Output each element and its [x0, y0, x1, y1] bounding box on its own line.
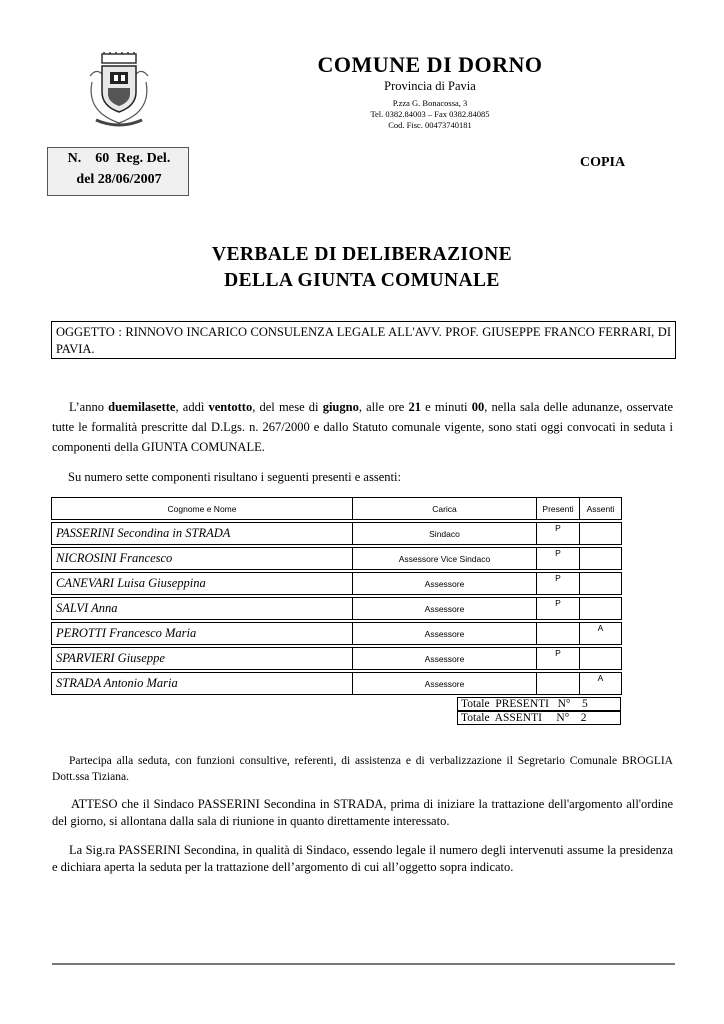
table-row: SPARVIERI Giuseppe Assessore P [52, 648, 622, 670]
intro-hour: 21 [408, 400, 421, 414]
header-present: Presenti [537, 498, 580, 520]
address: P.zza G. Bonacossa, 3 [392, 98, 468, 108]
total-absent: Totale ASSENTI N° 2 [457, 711, 621, 725]
document-title-line2: DELLA GIUNTA COMUNALE [224, 270, 500, 291]
header-absent: Assenti [580, 498, 622, 520]
header-name: Cognome e Nome [52, 498, 353, 520]
registration-number: N. 60 Reg. Del. [67, 151, 171, 166]
copy-label: COPIA [580, 155, 626, 170]
subject-box: OGGETTO : RINNOVO INCARICO CONSULENZA LEGALE ALL'AVV. PROF. GIUSEPPE FRANCO FERRARI, DI PAVIA. [51, 321, 676, 359]
table-row: PEROTTI Francesco Maria Assessore A [52, 623, 622, 645]
presidency-paragraph: La Sig.ra PASSERINI Secondina, in qualità di Sindaco, essendo legale il numero degli intervenuti assume la presidenza e dichiara aperta la seduta per la trattazione dell’argomento di cui all’oggetto sopra indicato. [52, 843, 673, 874]
members-count-sentence: Su numero sette componenti risultano i seguenti presenti e assenti: [68, 470, 401, 484]
atteso-paragraph: ATTESO che il Sindaco PASSERINI Secondina in STRADA, prima di iniziare la trattazione dell'argomento all'ordine del giorno, si allontana dalla sala di riunione in quanto direttamente interessato. [52, 797, 673, 828]
intro-month: giugno [322, 400, 359, 414]
municipality-name: COMUNE DI DORNO [317, 52, 543, 77]
document-title-line1: VERBALE DI DELIBERAZIONE [211, 244, 512, 265]
table-row: STRADA Antonio Maria Assessore A [52, 673, 622, 695]
coat-of-arms-icon [88, 52, 150, 132]
intro-minutes: 00 [471, 400, 485, 414]
table-row: NICROSINI Francesco Assessore Vice Sindaco P [52, 548, 622, 570]
intro-paragraph: L’anno duemilasette, addì ventotto, del mese di giugno, alle ore 21 e minuti 00, nella sala delle adunanze, osservate tutte le formalità prescritte dal D.Lgs. n. 267/2000 e dallo Statuto comunale vigente, sono stati oggi convocati in seduta i componenti della GIUNTA COMUNALE. [52, 400, 673, 454]
intro-year: duemilasette [108, 400, 176, 414]
attendance-table [51, 497, 622, 695]
phone-fax: Tel. 0382.84003 – Fax 0382.84085 [370, 109, 490, 119]
intro-day: ventotto [208, 400, 253, 414]
table-row: SALVI Anna Assessore P [52, 598, 622, 620]
table-row: PASSERINI Secondina in STRADA Sindaco P [52, 523, 622, 545]
total-present: Totale PRESENTI N° 5 [457, 697, 621, 711]
province-name: Provincia di Pavia [384, 79, 476, 93]
table-row: CANEVARI Luisa Giuseppina Assessore P [52, 573, 622, 595]
tax-code: Cod. Fisc. 00473740181 [388, 120, 472, 130]
registration-date: del 28/06/2007 [76, 172, 162, 187]
header-role: Carica [353, 498, 537, 520]
footer-divider [52, 963, 675, 965]
registration-box [47, 147, 189, 196]
attendance-header-row [52, 498, 622, 520]
secretary-paragraph: Partecipa alla seduta, con funzioni consultive, referenti, di assistenza e di verbalizzazione il Segretario Comunale BROGLIA Dott.ssa Tiziana. [52, 755, 673, 783]
